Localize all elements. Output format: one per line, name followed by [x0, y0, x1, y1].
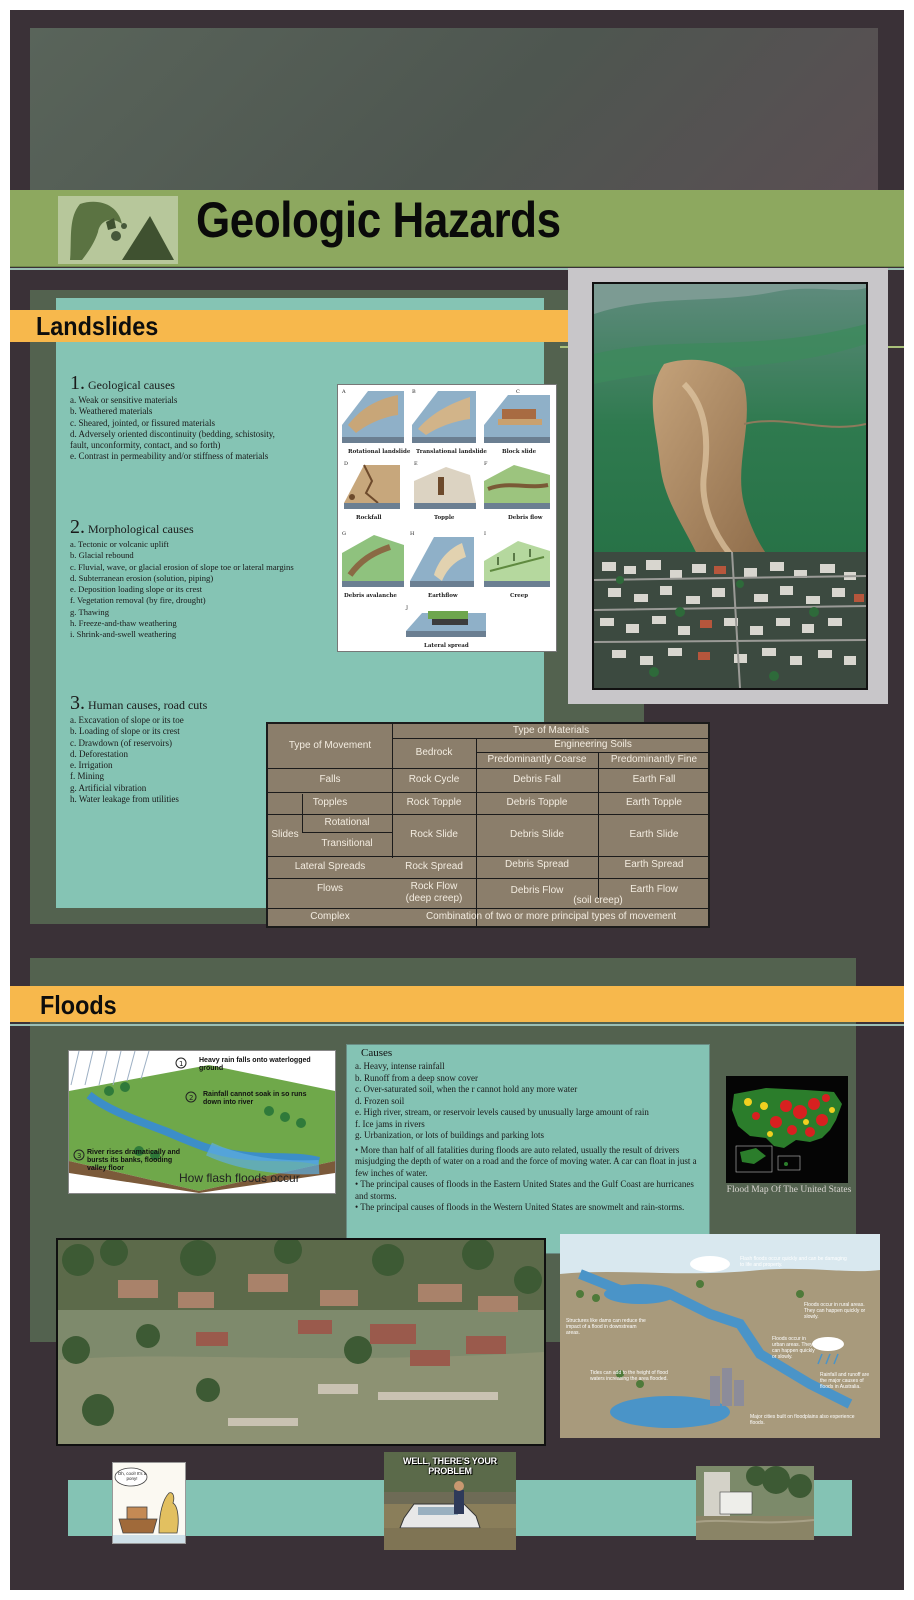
list-item: d. Adversely oriented discontinuity (bedding, schistosity,	[70, 428, 275, 439]
diagram-letter: F	[484, 461, 488, 467]
table-cell: Debris Topple	[506, 797, 568, 808]
page-title: Geologic Hazards	[196, 192, 561, 248]
table-cell: Rock Slide	[410, 829, 458, 840]
table-cell: Complex	[310, 911, 350, 922]
list-item: d. Frozen soil	[355, 1095, 405, 1106]
table-header-bedrock: Bedrock	[415, 747, 453, 758]
diagram-panel-j	[405, 605, 486, 649]
list-item: c. Over-saturated soil, when the r cannot hold any more water	[355, 1084, 578, 1094]
diagram-panel-g	[342, 531, 404, 599]
list-item: f. Vegetation removal (by fire, drought)	[70, 595, 206, 606]
section-number: 2.	[70, 516, 85, 538]
us-flood-map	[726, 1076, 848, 1183]
list-item: h. Water leakage from utilities	[70, 794, 179, 805]
table-header-fine: Predominantly Fine	[610, 754, 698, 765]
list-item: d. Subterranean erosion (solution, piping)	[70, 572, 214, 583]
diagram-letter: G	[342, 531, 346, 537]
table-header-movement: Type of Movement	[288, 740, 372, 751]
list-item: • More than half of all fatalities during floods are auto related, usually the result of drivers misjudging the depth of water on a road and the force of moving water. A car can float in just a few inches of water.	[355, 1144, 697, 1178]
svg-text:1: 1	[179, 1060, 184, 1068]
section-number: 3.	[70, 692, 85, 714]
svg-text:3: 3	[77, 1152, 82, 1160]
causes-title: Causes	[361, 1047, 393, 1059]
list-item: i. Shrink-and-swell weathering	[70, 629, 177, 640]
list-item: a. Weak or sensitive materials	[70, 395, 178, 405]
table-cell: (soil creep)	[573, 895, 623, 906]
table-cell: Debris Fall	[513, 774, 561, 785]
diagram-label: Earthflow	[428, 593, 458, 599]
diagram-panel-c	[484, 389, 550, 455]
table-cell: Transitional	[321, 838, 373, 849]
diagram-letter: J	[406, 605, 409, 611]
list-item: a. Tectonic or volcanic uplift	[70, 539, 169, 549]
table-cell: Earth Fall	[632, 774, 676, 785]
section-number: 1.	[70, 372, 85, 394]
landslide-logo-icon	[58, 196, 178, 264]
list-item: c. Drawdown (of reservoirs)	[70, 737, 172, 748]
infographic-note: Floods occur in rural areas. They can happen quickly or slowly.	[804, 1302, 866, 1320]
diagram-label: Topple	[434, 515, 455, 521]
infographic-note: Floods occur in urban areas. They can happen quickly or slowly.	[772, 1336, 815, 1360]
table-cell: Rock Topple	[406, 797, 462, 808]
diagram-label: Debris avalanche	[344, 593, 397, 599]
table-header-engineering-soils: Engineering Soils	[554, 739, 632, 750]
infographic-note: Major cities built on floodplains also experience floods.	[750, 1414, 855, 1426]
list-item: a. Heavy, intense rainfall	[355, 1061, 445, 1071]
diagram-letter: I	[484, 531, 486, 537]
table-cell: Combination of two or more principal types of movement	[425, 911, 677, 922]
list-item: b. Weathered materials	[70, 406, 153, 417]
list-item: b. Loading of slope or its crest	[70, 726, 180, 737]
list-item: c. Sheared, jointed, or fissured materials	[70, 417, 215, 428]
flooded-street-photo	[696, 1466, 814, 1540]
svg-text:2: 2	[189, 1094, 194, 1102]
diagram-label: Creep	[510, 593, 529, 599]
table-header-coarse: Predominantly Coarse	[487, 754, 587, 765]
diagram-letter: H	[410, 531, 415, 537]
floods-heading-bar	[10, 986, 904, 1022]
diagram-label: Block slide	[502, 449, 537, 455]
list-item: f. Mining	[70, 771, 105, 782]
flood-infographic	[560, 1234, 880, 1438]
human-causes	[70, 692, 260, 805]
landslides-heading: Landslides	[36, 311, 159, 341]
diagram-letter: E	[414, 461, 418, 467]
floods-divider	[10, 1024, 904, 1026]
list-item: e. Contrast in permeability and/or stiffness of materials	[70, 451, 269, 462]
noahs-ark-cartoon	[112, 1462, 186, 1544]
table-cell: Falls	[319, 774, 341, 785]
meme-caption: WELL, THERE'S YOUR PROBLEM	[403, 1456, 497, 1476]
map-caption: Flood Map Of The United States	[726, 1185, 852, 1195]
table-cell: Earth Flow	[630, 884, 678, 895]
landslide-types-diagram	[337, 384, 557, 652]
list-item: f. Ice jams in rivers	[355, 1118, 425, 1129]
diagram-panel-f	[484, 461, 550, 521]
diagram-label: Rotational landslide	[348, 449, 411, 455]
table-cell: Slides	[271, 829, 299, 840]
causes-list	[355, 1061, 703, 1214]
list-item: e. Deposition loading slope or its crest	[70, 584, 202, 595]
diagram-letter: B	[412, 389, 416, 395]
flash-step-3: River rises dramatically and bursts its banks, flooding valley floor	[87, 1149, 180, 1172]
section-title: Geological causes	[88, 378, 175, 392]
morphological-causes	[70, 516, 336, 641]
diagram-label: Translational landslide	[416, 449, 487, 455]
list-item: b. Glacial rebound	[70, 550, 134, 561]
diagram-letter: A	[342, 389, 346, 395]
list-item: h. Freeze-and-thaw weathering	[70, 618, 177, 629]
flood-causes-box	[346, 1044, 710, 1254]
list-item: d. Deforestation	[70, 748, 128, 759]
list-item: g. Artificial vibration	[70, 782, 147, 793]
diagram-panel-b	[412, 389, 487, 455]
table-header-materials: Type of Materials	[512, 725, 590, 736]
diagram-letter: D	[344, 461, 349, 467]
infographic-note: Structures like dams can reduce the impact of a flood in downstream areas.	[566, 1318, 646, 1336]
list-item: e. High river, stream, or reservoir levels caused by unusually large amount of rain	[355, 1107, 649, 1117]
list-item: b. Runoff from a deep snow cover	[355, 1072, 479, 1083]
table-cell: Topples	[312, 797, 348, 808]
section-title: Morphological causes	[88, 522, 194, 536]
flooded-car-meme	[384, 1452, 516, 1550]
list-item: • The principal causes of floods in the Eastern United States and the Gulf Coast are hurricanes and storms.	[355, 1179, 694, 1201]
list-item: a. Excavation of slope or its toe	[70, 715, 184, 725]
table-cell: Earth Spread	[624, 859, 684, 870]
flash-step-2: Rainfall cannot soak in so runs down into river	[203, 1091, 307, 1106]
diagram-panel-a	[341, 389, 411, 455]
table-cell: Debris Spread	[505, 859, 569, 870]
section-title: Human causes, road cuts	[88, 698, 208, 712]
diagram-panel-h	[410, 531, 474, 599]
diagram-label: Lateral spread	[424, 643, 469, 649]
list-item: fault, unconformity, contact, and so forth)	[70, 440, 221, 451]
infographic-note: Flash floods occur quickly and can be damaging to life and property.	[740, 1256, 847, 1268]
landslide-classification-table	[266, 722, 710, 928]
flash-diagram-caption: How flash floods occur	[179, 1171, 300, 1185]
list-item: • The principal causes of floods in the Western United States are snowmelt and rain-storms.	[355, 1202, 685, 1212]
table-cell: Lateral Spreads	[294, 861, 366, 872]
header-panel	[30, 28, 878, 192]
flash-step-1: Heavy rain falls onto waterlogged ground	[199, 1057, 311, 1072]
list-item: g. Thawing	[70, 606, 109, 617]
list-item: g. Urbanization, or lots of buildings and parking lots	[355, 1130, 544, 1140]
table-cell: Debris Slide	[510, 829, 564, 840]
diagram-panel-d	[344, 461, 400, 521]
table-cell: Earth Slide	[629, 829, 679, 840]
diagram-label: Rockfall	[356, 515, 382, 521]
list-item: e. Irrigation	[70, 760, 113, 771]
geological-causes	[70, 372, 332, 463]
diagram-letter: C	[516, 389, 520, 395]
diagram-label: Debris flow	[508, 515, 543, 521]
flash-flood-diagram	[68, 1050, 336, 1194]
table-cell: Rock Spread	[405, 861, 463, 872]
flooded-neighborhood-photo	[56, 1238, 546, 1446]
table-cell: Earth Topple	[626, 797, 682, 808]
floods-heading: Floods	[40, 990, 117, 1020]
table-cell: Debris Flow	[510, 885, 564, 896]
cartoon-caption: Oh, cool! It's a pony!	[117, 1471, 147, 1481]
table-cell: Rock Cycle	[408, 774, 460, 785]
diagram-panel-e	[414, 461, 476, 521]
landslide-aerial-photo	[592, 282, 868, 690]
table-cell: Rotational	[324, 817, 370, 828]
diagram-panel-i	[484, 531, 550, 599]
infographic-note: Tides can add to the height of flood waters increasing the area flooded.	[590, 1370, 668, 1382]
infographic-note: Rainfall and runoff are the major causes of floods in Australia.	[820, 1372, 870, 1390]
list-item: c. Fluvial, wave, or glacial erosion of slope toe or lateral margins	[70, 561, 294, 572]
table-cell: Flows	[316, 883, 344, 894]
table-cell: Rock Flow (deep creep)	[405, 881, 463, 904]
